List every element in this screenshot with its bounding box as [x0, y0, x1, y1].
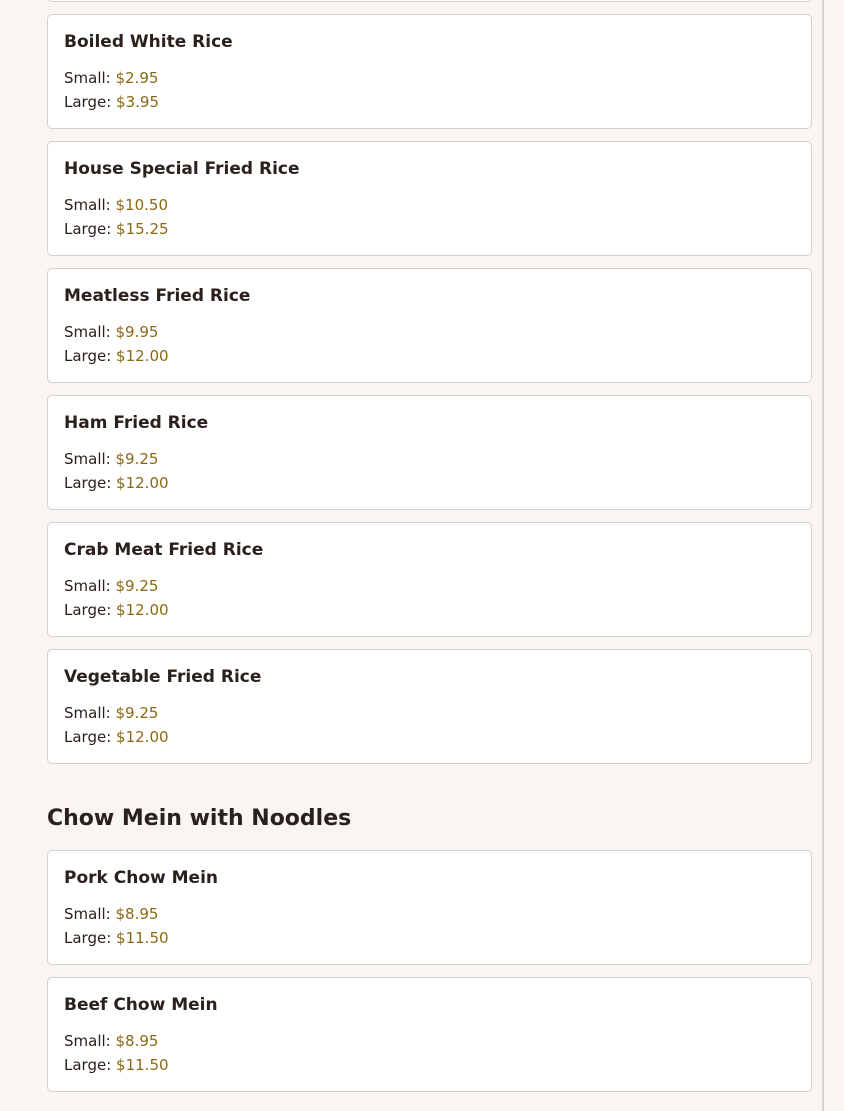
- item-name: Vegetable Fried Rice: [64, 667, 262, 687]
- price-line-large: [64, 344, 795, 368]
- price-line-large: [64, 725, 795, 749]
- size-label: Large:: [64, 728, 112, 746]
- price-line-small: [64, 66, 795, 90]
- price-line-large: [64, 90, 795, 114]
- item-name: Crab Meat Fried Rice: [64, 540, 264, 560]
- menu-item-card: [47, 14, 812, 129]
- size-label: Large:: [64, 474, 112, 492]
- price-list: [64, 447, 795, 495]
- size-label: Small:: [64, 577, 111, 595]
- price-line-small: [64, 447, 795, 471]
- price-line-large: [64, 926, 795, 950]
- menu-item-card: [47, 395, 812, 510]
- menu-item-card: [47, 850, 812, 965]
- price-value: $11.50: [116, 929, 169, 947]
- item-name: Ham Fried Rice: [64, 413, 209, 433]
- price-value: $11.50: [116, 1056, 169, 1074]
- size-label: Small:: [64, 905, 111, 923]
- price-list: [64, 1029, 795, 1077]
- size-label: Large:: [64, 220, 112, 238]
- section-title: Chow Mein with Noodles: [47, 806, 352, 831]
- item-name: Meatless Fried Rice: [64, 286, 251, 306]
- price-value: $12.00: [116, 474, 169, 492]
- size-label: Large:: [64, 93, 112, 111]
- item-name: Boiled White Rice: [64, 32, 233, 52]
- size-label: Large:: [64, 347, 112, 365]
- price-list: [64, 66, 795, 114]
- price-value: $8.95: [115, 905, 159, 923]
- menu-item-card: [47, 522, 812, 637]
- price-value: $10.50: [115, 196, 168, 214]
- size-label: Small:: [64, 196, 111, 214]
- price-line-large: [64, 1053, 795, 1077]
- size-label: Small:: [64, 323, 111, 341]
- size-label: Large:: [64, 1056, 112, 1074]
- size-label: Small:: [64, 450, 111, 468]
- menu-item-card: [47, 268, 812, 383]
- price-list: [64, 902, 795, 950]
- menu-content: [47, 0, 812, 1104]
- price-line-small: [64, 701, 795, 725]
- price-value: $9.95: [115, 323, 159, 341]
- price-list: [64, 574, 795, 622]
- price-line-small: [64, 320, 795, 344]
- price-value: $12.00: [116, 601, 169, 619]
- price-value: $12.00: [116, 728, 169, 746]
- price-value: $8.95: [115, 1032, 159, 1050]
- price-value: $9.25: [115, 704, 159, 722]
- price-line-small: [64, 193, 795, 217]
- menu-item-card: [47, 977, 812, 1092]
- menu-item-card: [47, 0, 812, 2]
- price-line-large: [64, 217, 795, 241]
- page-scrollbar[interactable]: [822, 0, 824, 1111]
- price-list: [64, 701, 795, 749]
- item-name: House Special Fried Rice: [64, 159, 300, 179]
- price-value: $12.00: [116, 347, 169, 365]
- price-line-small: [64, 902, 795, 926]
- menu-item-card: [47, 649, 812, 764]
- price-line-large: [64, 471, 795, 495]
- menu-item-card: [47, 141, 812, 256]
- price-value: $3.95: [116, 93, 159, 111]
- size-label: Large:: [64, 601, 112, 619]
- price-value: $9.25: [115, 450, 159, 468]
- price-value: $9.25: [115, 577, 159, 595]
- price-list: [64, 193, 795, 241]
- price-line-small: [64, 1029, 795, 1053]
- size-label: Large:: [64, 929, 112, 947]
- size-label: Small:: [64, 704, 111, 722]
- price-list: [64, 320, 795, 368]
- price-line-small: [64, 574, 795, 598]
- item-name: Beef Chow Mein: [64, 995, 218, 1015]
- price-value: $15.25: [116, 220, 169, 238]
- item-name: Pork Chow Mein: [64, 868, 219, 888]
- size-label: Small:: [64, 69, 111, 87]
- price-value: $2.95: [115, 69, 159, 87]
- size-label: Small:: [64, 1032, 111, 1050]
- price-line-large: [64, 598, 795, 622]
